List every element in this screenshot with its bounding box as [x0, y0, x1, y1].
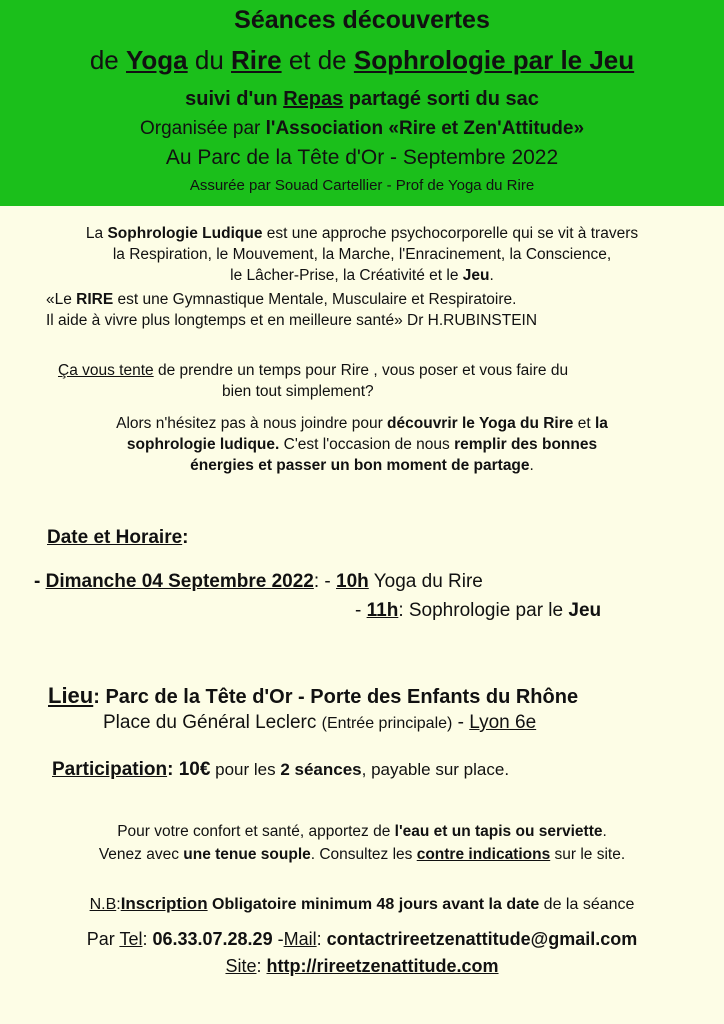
alors-paragraph [0, 413, 724, 476]
confort-paragraph [0, 820, 724, 866]
participation-bold: 2 séances [280, 760, 362, 779]
intro-line2-text: la Respiration, le Mouvement, la Marche, l'Enracinement, la Conscience, [112, 246, 612, 263]
participation-post: , payable sur place. [361, 760, 510, 779]
lieu-label: Lieu [48, 683, 94, 708]
participation-label: Participation [52, 759, 168, 780]
quote-block [46, 289, 537, 331]
alors-line3-post: . [529, 457, 534, 474]
alors-line-2 [0, 434, 724, 455]
quote-line-1 [46, 289, 537, 310]
intro-line-2 [0, 244, 724, 265]
schedule-sep: : - [313, 571, 337, 592]
email-link[interactable]: contactrireetzenattitude@gmail.com [326, 929, 638, 949]
tel-label: Tel [119, 929, 143, 949]
host-text: Assurée par Souad Cartellier - Prof de Yoga du Rire [189, 177, 535, 194]
confort-line2-mid: . Consultez les [310, 846, 417, 863]
rire-word: Rire [231, 45, 282, 75]
schedule-time-1: 10h [336, 571, 369, 592]
schedule-activity-2-bold: Jeu [568, 600, 602, 621]
intro-line-3 [0, 265, 724, 286]
intro-bold: Sophrologie Ludique [107, 225, 263, 242]
contact-sep: - [272, 929, 284, 949]
repas-word: Repas [283, 88, 344, 110]
confort-line-2 [0, 843, 724, 866]
schedule-heading-colon: : [182, 527, 189, 548]
alors-line-3 [0, 455, 724, 476]
tel-colon: : [142, 929, 153, 949]
tente-line2-text: bien tout simplement? [222, 383, 374, 400]
alors-pre: Alors n'hésitez pas à nous joindre pour [116, 415, 388, 432]
lieu-colon: : [93, 686, 106, 708]
location-date-line [0, 146, 724, 170]
participation-line [52, 759, 509, 781]
website-link[interactable]: http://rireetzenattitude.com [266, 956, 499, 976]
schedule-activity-1: Yoga du Rire [368, 571, 483, 592]
schedule-activity-2: : Sophrologie par le [398, 600, 569, 621]
association-name: l'Association «Rire et Zen'Attitude» [265, 118, 585, 139]
alors-line2-mid: C'est l'occasion de nous [279, 436, 455, 453]
alors-line2-b2: remplir des bonnes [454, 436, 598, 453]
contre-indications-link: contre indications [416, 846, 551, 863]
contact-line-2 [0, 956, 724, 977]
confort-line2-post: sur le site. [550, 846, 626, 863]
location-date-text: Au Parc de la Tête d'Or - Septembre 2022 [165, 146, 559, 169]
title-text: Séances découvertes [234, 6, 490, 34]
quote-line2-text: Il aide à vivre plus longtemps et en meilleure santé» Dr H.RUBINSTEIN [46, 312, 538, 329]
confort-line-1 [0, 820, 724, 843]
participation-price: 10€ [178, 759, 211, 780]
yoga-word: Yoga [126, 45, 188, 75]
subtitle-pre: de [89, 45, 126, 75]
tente-line-1 [58, 360, 568, 381]
alors-b1: découvrir le Yoga du Rire [387, 415, 574, 432]
confort-line2-bold: une tenue souple [183, 846, 311, 863]
alors-line2-b: sophrologie ludique. [126, 436, 280, 453]
subtitle-line [0, 45, 724, 76]
nb-label: N.B [89, 896, 117, 913]
organiser-line [0, 118, 724, 140]
lieu-city: Lyon 6e [469, 712, 537, 733]
title-line [0, 6, 724, 35]
lieu-line-2 [103, 712, 536, 734]
participation-pre: pour les [210, 760, 281, 779]
schedule-dash-2: - [355, 600, 367, 621]
quote-post: est une Gymnastique Mentale, Musculaire et Respiratoire. [113, 291, 517, 308]
schedule-line-2 [355, 600, 601, 622]
nb-inscription: Inscription [120, 894, 208, 913]
schedule-dash: - [34, 571, 46, 592]
tente-underlined: Ça vous tente [58, 362, 154, 379]
intro-paragraph [0, 223, 724, 286]
nb-bold: Obligatoire minimum 48 jours avant la date [207, 896, 540, 913]
host-line [0, 177, 724, 194]
nb-post: de la séance [539, 896, 635, 913]
nb-line [0, 894, 724, 914]
lieu-place: Parc de la Tête d'Or - Porte des Enfants du Rhône [105, 686, 579, 708]
schedule-heading [47, 527, 189, 549]
intro-line3-post: . [489, 267, 494, 284]
quote-pre: «Le [46, 291, 77, 308]
contact-line-1 [0, 929, 724, 950]
phone-number[interactable]: 06.33.07.28.29 [152, 929, 273, 949]
schedule-time-2: 11h [366, 600, 399, 621]
intro-pre: La [85, 225, 108, 242]
header-banner [0, 0, 724, 206]
organiser-pre: Organisée par [139, 118, 266, 139]
quote-bold: RIRE [76, 291, 114, 308]
schedule-line-1 [34, 571, 483, 593]
repas-post: partagé sorti du sac [343, 88, 539, 110]
confort-bold: l'eau et un tapis ou serviette [394, 823, 603, 840]
participation-colon: : [167, 759, 179, 780]
alors-mid: et [573, 415, 595, 432]
lieu-entrance: (Entrée principale) [321, 715, 453, 732]
site-colon: : [256, 956, 267, 976]
mail-colon: : [316, 929, 327, 949]
alors-line-1 [0, 413, 724, 434]
site-label: Site [225, 956, 257, 976]
schedule-heading-text: Date et Horaire [47, 527, 183, 548]
confort-post: . [602, 823, 607, 840]
tente-line-2 [222, 381, 374, 402]
lieu-sep: - [452, 712, 470, 733]
sophro-word: Sophrologie par le Jeu [353, 45, 635, 75]
lieu-address: Place du Général Leclerc [103, 712, 322, 733]
schedule-date: Dimanche 04 Septembre 2022 [45, 571, 314, 592]
mail-label: Mail [283, 929, 317, 949]
lieu-line-1 [48, 683, 578, 709]
intro-line3-bold: Jeu [462, 267, 490, 284]
alors-b2: la [594, 415, 608, 432]
repas-line [0, 88, 724, 111]
subtitle-mid1: du [187, 45, 232, 75]
contact-par: Par [86, 929, 120, 949]
intro-line3-pre: le Lâcher-Prise, la Créativité et le [230, 267, 463, 284]
alors-line3-b: énergies et passer un bon moment de partage [190, 457, 530, 474]
subtitle-mid2: et de [281, 45, 354, 75]
repas-pre: suivi d'un [185, 88, 284, 110]
confort-line2-pre: Venez avec [98, 846, 184, 863]
nb-colon: : [116, 896, 121, 913]
tente-post: de prendre un temps pour Rire , vous poser et vous faire du [153, 362, 569, 379]
quote-line-2 [46, 310, 537, 331]
intro-post: est une approche psychocorporelle qui se vit à travers [262, 225, 639, 242]
intro-line-1 [0, 223, 724, 244]
confort-pre: Pour votre confort et santé, apportez de [117, 823, 395, 840]
